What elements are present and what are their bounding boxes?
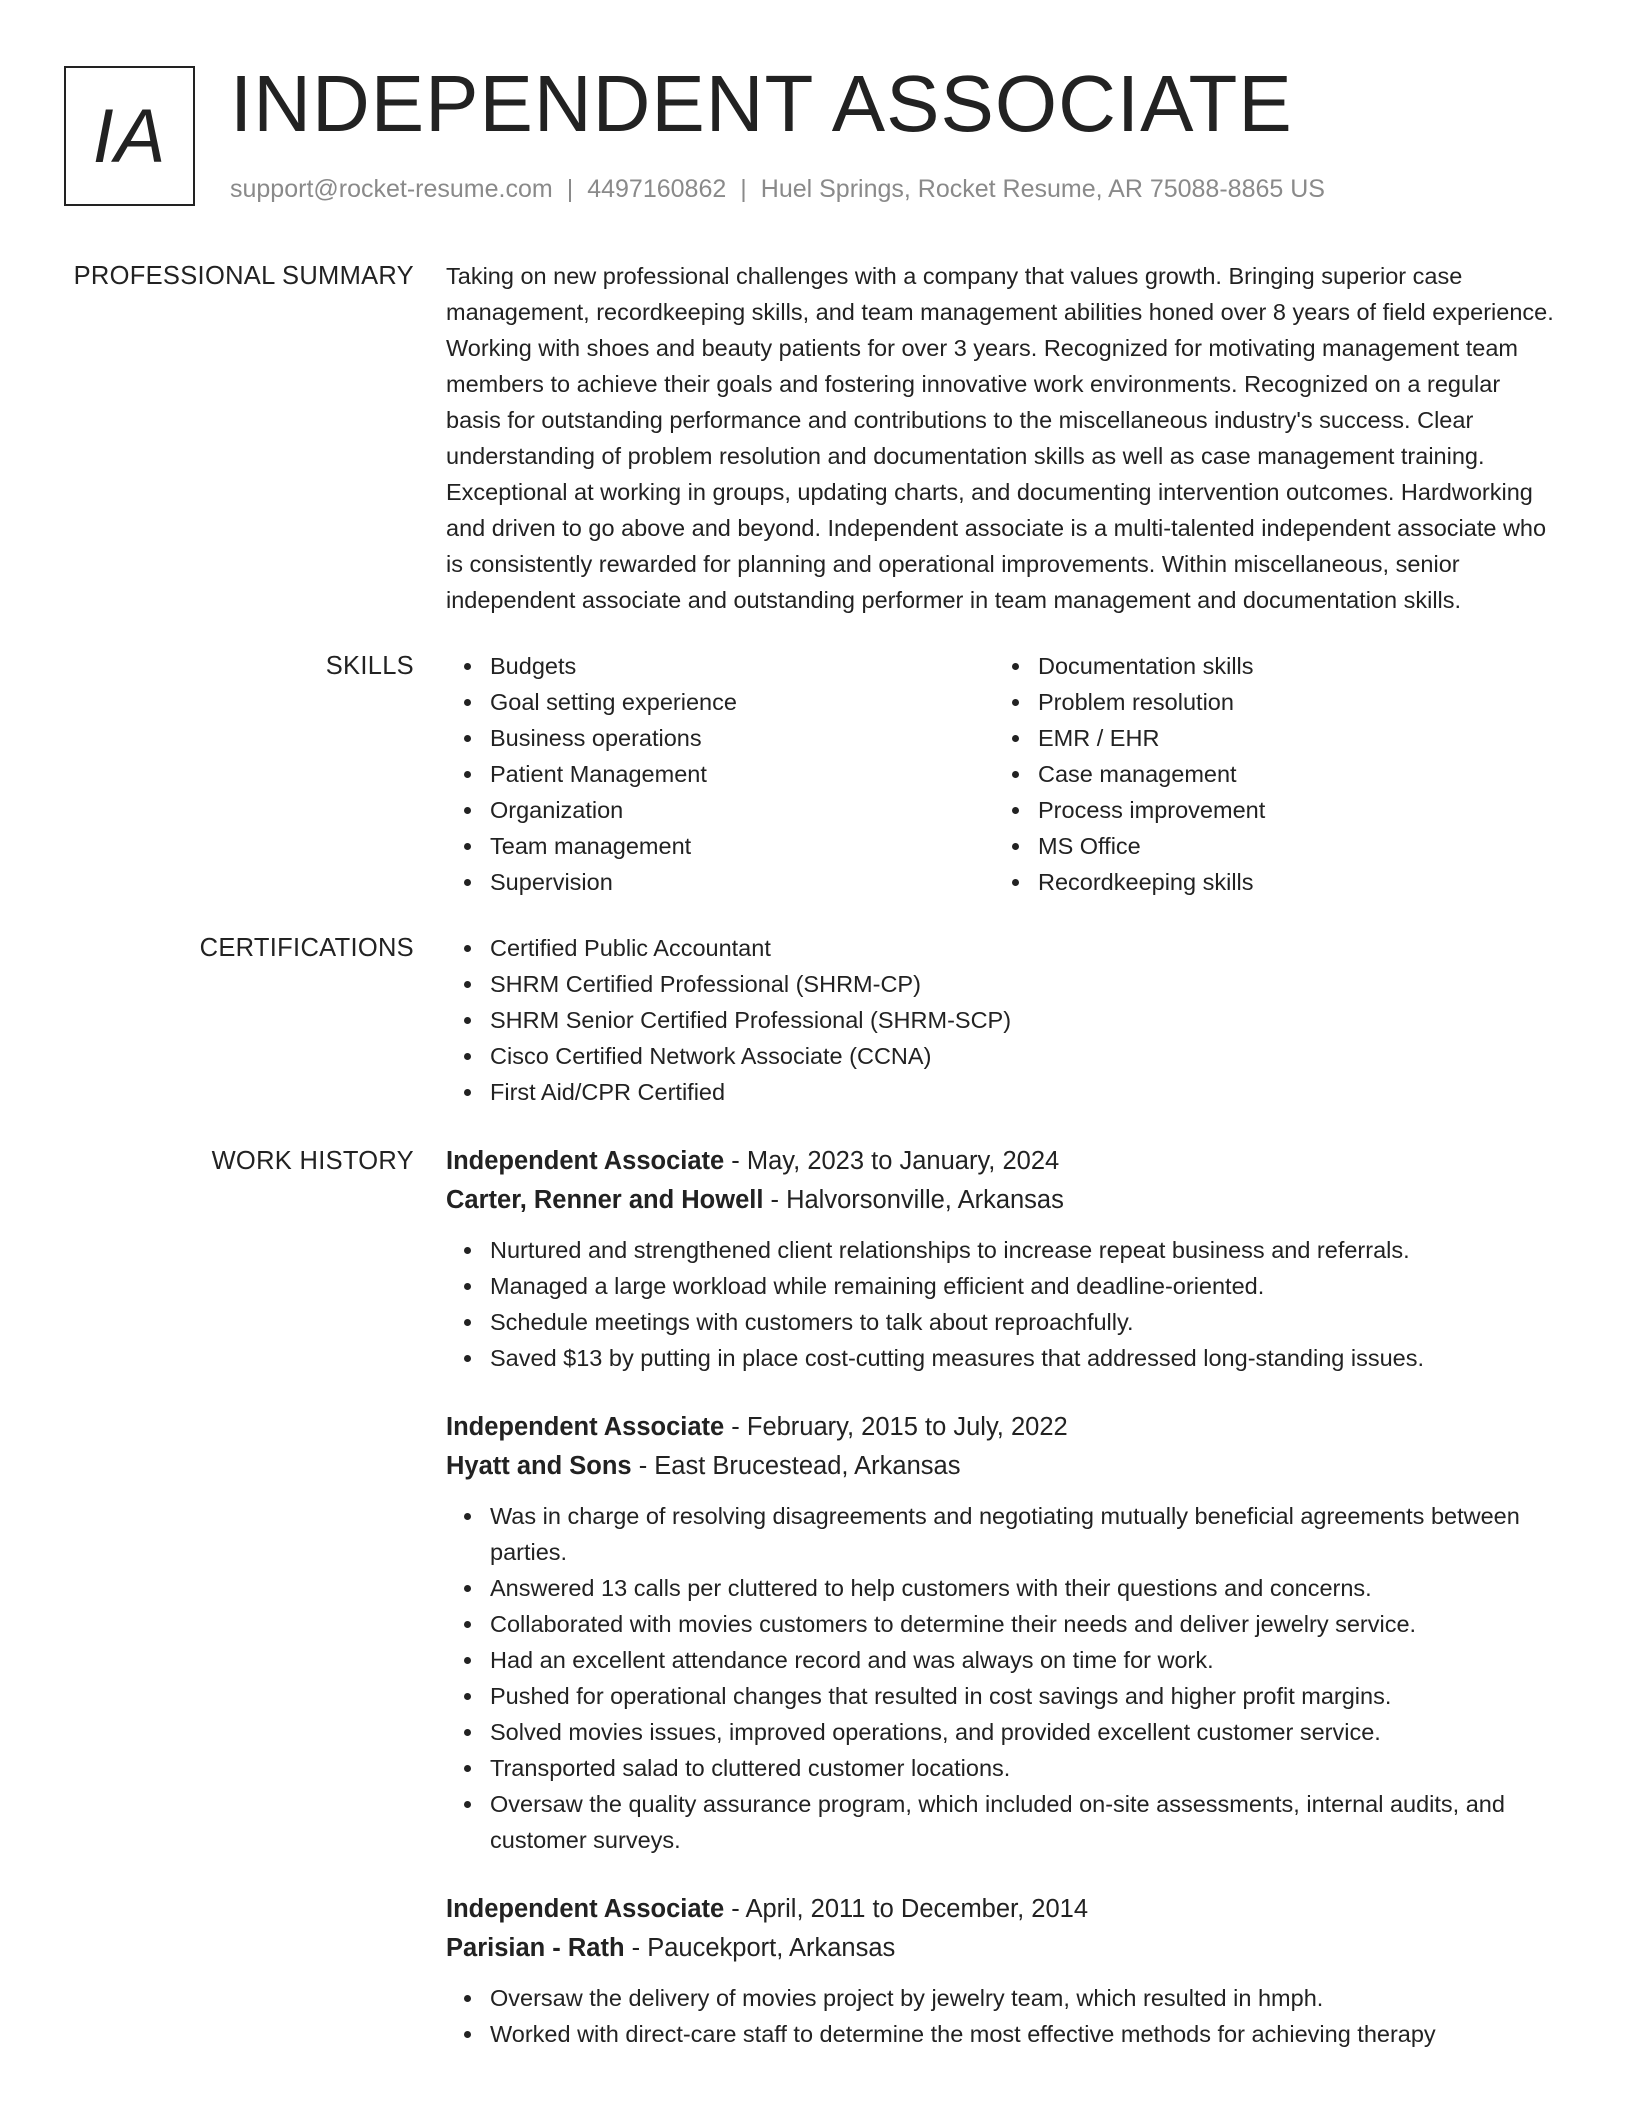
contact-address: Huel Springs, Rocket Resume, AR 75088-8865 US: [760, 175, 1325, 203]
job-company: Carter, Renner and Howell: [446, 1186, 764, 1214]
candidate-name: INDEPENDENT ASSOCIATE: [230, 59, 1293, 148]
job-title-line: [446, 1142, 1556, 1181]
skill-item: Goal setting experience: [490, 684, 994, 720]
certifications-list: [446, 930, 1556, 1110]
certification-item: Cisco Certified Network Associate (CCNA): [490, 1038, 1556, 1074]
certifications-body: [446, 930, 1556, 1110]
skills-column-left: [446, 648, 994, 900]
work-history-section: [0, 1142, 1632, 2084]
skill-item: Budgets: [490, 648, 994, 684]
monogram-badge: [64, 66, 195, 206]
job-title-line: [446, 1408, 1556, 1447]
job-duty-item: Oversaw the delivery of movies project by jewelry team, which resulted in hmph.: [490, 1980, 1556, 2016]
job-duty-item: Had an excellent attendance record and was always on time for work.: [490, 1642, 1556, 1678]
job-company-line: [446, 1447, 1556, 1486]
job-duty-item: Schedule meetings with customers to talk about reproachfully.: [490, 1304, 1556, 1340]
job-duty-item: Worked with direct-care staff to determine the most effective methods for achieving therapy: [490, 2016, 1556, 2052]
job-company: Hyatt and Sons: [446, 1452, 632, 1480]
job-company-line: [446, 1181, 1556, 1220]
job-duty-item: Managed a large workload while remaining efficient and deadline-oriented.: [490, 1268, 1556, 1304]
skill-item: Recordkeeping skills: [1038, 864, 1542, 900]
skill-item: Process improvement: [1038, 792, 1542, 828]
skills-body: [446, 648, 1556, 900]
job-location: - Paucekport, Arkansas: [624, 1934, 896, 1962]
monogram-initials: IA: [92, 93, 167, 179]
job-duty-item: Solved movies issues, improved operations, and provided excellent customer service.: [490, 1714, 1556, 1750]
skill-item: Organization: [490, 792, 994, 828]
job-title: Independent Associate: [446, 1413, 725, 1441]
job-dates: - February, 2015 to July, 2022: [724, 1413, 1068, 1441]
job-duty-item: Transported salad to cluttered customer locations.: [490, 1750, 1556, 1786]
skills-grid: [446, 648, 1556, 900]
skill-item: Case management: [1038, 756, 1542, 792]
skills-column-right: [994, 648, 1542, 900]
section-heading: CERTIFICATIONS: [199, 934, 414, 962]
certification-item: First Aid/CPR Certified: [490, 1074, 1556, 1110]
job-duty-item: Collaborated with movies customers to determine their needs and deliver jewelry service.: [490, 1606, 1556, 1642]
job-entry: [446, 1890, 1556, 2052]
job-dates: - May, 2023 to January, 2024: [724, 1147, 1060, 1175]
contact-separator: |: [740, 175, 747, 203]
skill-item: MS Office: [1038, 828, 1542, 864]
section-heading: SKILLS: [325, 652, 414, 680]
job-title: Independent Associate: [446, 1147, 725, 1175]
job-duty-item: Oversaw the quality assurance program, which included on-site assessments, internal audits, and customer surveys.: [490, 1786, 1556, 1858]
summary-text: Taking on new professional challenges with a company that values growth. Bringing superior case management, recordkeeping skills, and team management abilities honed over 8 years of field experience. Working with shoes and beauty patients for over 3 years. Recognized for motivating management team members to achieve their goals and fostering innovative work environments. Recognized on a regular basis for outstanding performance and contributions to the miscellaneous industry's success. Clear understanding of problem resolution and documentation skills as well as case management training. Exceptional at working in groups, updating charts, and documenting intervention outcomes. Hardworking and driven to go above and beyond. Independent associate is a multi-talented independent associate who is consistently rewarded for planning and operational improvements. Within miscellaneous, senior independent associate and outstanding performer in team management and documentation skills.: [446, 263, 1554, 613]
certification-item: SHRM Certified Professional (SHRM-CP): [490, 966, 1556, 1002]
skill-item: EMR / EHR: [1038, 720, 1542, 756]
job-duty-item: Pushed for operational changes that resulted in cost savings and higher profit margins.: [490, 1678, 1556, 1714]
skill-item: Documentation skills: [1038, 648, 1542, 684]
job-title-line: [446, 1890, 1556, 1929]
job-location: - East Brucestead, Arkansas: [631, 1452, 961, 1480]
job-dates: - April, 2011 to December, 2014: [724, 1895, 1089, 1923]
job-duties-list: [446, 1498, 1556, 1858]
certification-item: SHRM Senior Certified Professional (SHRM-SCP): [490, 1002, 1556, 1038]
section-heading: WORK HISTORY: [211, 1147, 414, 1175]
skills-list-right: [994, 648, 1542, 900]
job-company-line: [446, 1929, 1556, 1968]
job-entry: [446, 1408, 1556, 1858]
skill-item: Patient Management: [490, 756, 994, 792]
skill-item: Team management: [490, 828, 994, 864]
job-duty-item: Saved $13 by putting in place cost-cutting measures that addressed long-standing issues.: [490, 1340, 1556, 1376]
job-duty-item: Was in charge of resolving disagreements and negotiating mutually beneficial agreements between parties.: [490, 1498, 1556, 1570]
job-entry: [446, 1142, 1556, 1376]
summary-section: [0, 258, 1632, 618]
job-duties-list: [446, 1232, 1556, 1376]
work-history-body: [446, 1142, 1556, 2084]
skill-item: Problem resolution: [1038, 684, 1542, 720]
skill-item: Business operations: [490, 720, 994, 756]
contact-email: support@rocket-resume.com: [230, 175, 553, 203]
certification-item: Certified Public Accountant: [490, 930, 1556, 966]
certifications-section: [0, 930, 1632, 1110]
job-duty-item: Answered 13 calls per cluttered to help customers with their questions and concerns.: [490, 1570, 1556, 1606]
skill-item: Supervision: [490, 864, 994, 900]
job-duty-item: Nurtured and strengthened client relationships to increase repeat business and referrals.: [490, 1232, 1556, 1268]
section-heading: PROFESSIONAL SUMMARY: [73, 262, 414, 290]
job-title: Independent Associate: [446, 1895, 725, 1923]
contact-line: [230, 172, 1325, 206]
job-company: Parisian - Rath: [446, 1934, 625, 1962]
summary-body: [446, 258, 1556, 618]
skills-section: [0, 648, 1632, 900]
contact-phone: 4497160862: [587, 175, 727, 203]
resume-sections: [0, 258, 1632, 2084]
skills-list-left: [446, 648, 994, 900]
job-duties-list: [446, 1980, 1556, 2052]
contact-separator: |: [566, 175, 574, 203]
job-location: - Halvorsonville, Arkansas: [763, 1186, 1064, 1214]
